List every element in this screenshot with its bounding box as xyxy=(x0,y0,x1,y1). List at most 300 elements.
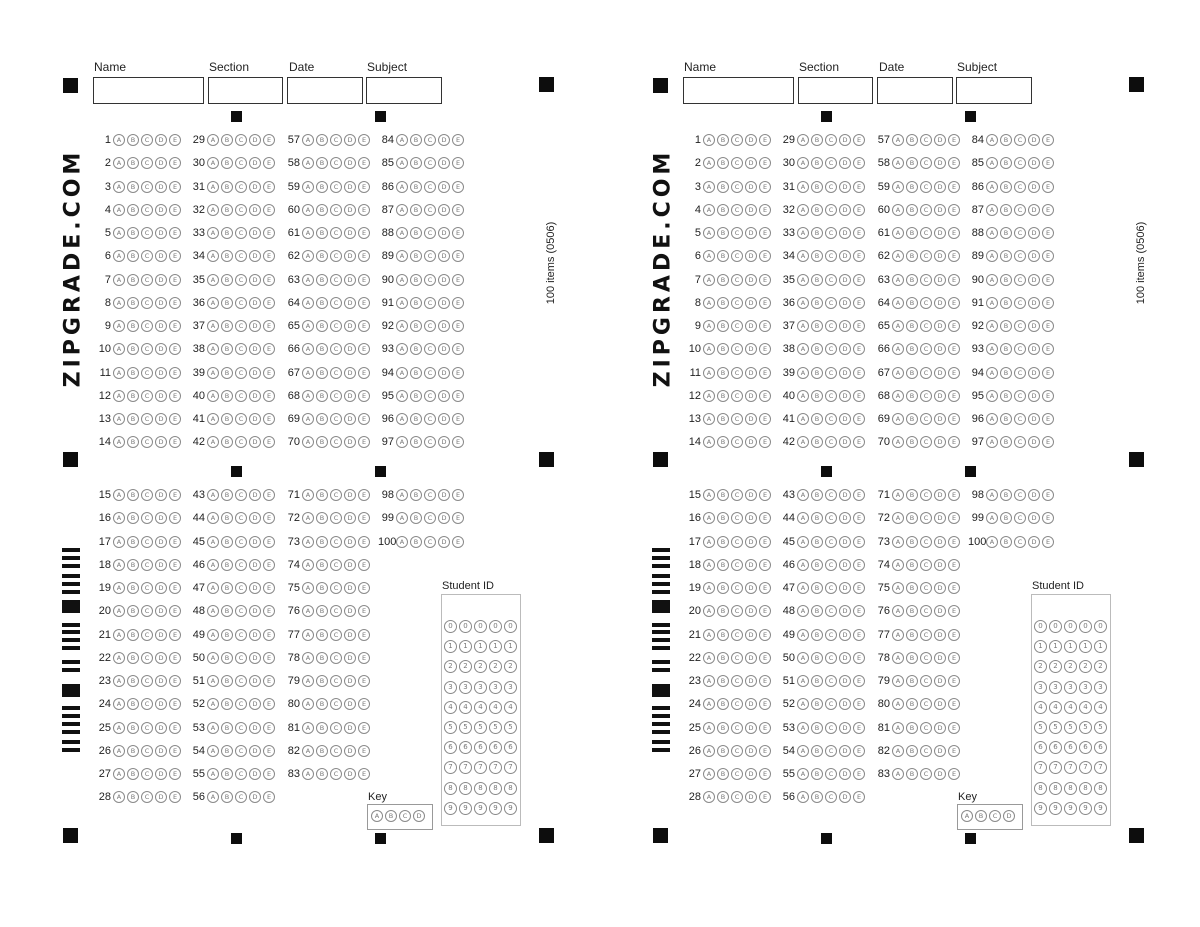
answer-bubble-c[interactable]: C xyxy=(330,582,342,594)
answer-bubble-d[interactable]: D xyxy=(745,745,757,757)
answer-bubble-e[interactable]: E xyxy=(1042,320,1054,332)
answer-bubble-d[interactable]: D xyxy=(344,343,356,355)
answer-bubble-d[interactable]: D xyxy=(839,745,851,757)
answer-bubble-a[interactable]: A xyxy=(797,605,809,617)
answer-bubble-e[interactable]: E xyxy=(759,390,771,402)
answer-bubble-b[interactable]: B xyxy=(127,791,139,803)
answer-bubble-b[interactable]: B xyxy=(316,722,328,734)
answer-bubble-e[interactable]: E xyxy=(263,250,275,262)
answer-bubble-c[interactable]: C xyxy=(1014,436,1026,448)
student-id-bubble-3[interactable]: 3 xyxy=(489,681,502,694)
answer-bubble-d[interactable]: D xyxy=(155,675,167,687)
answer-bubble-a[interactable]: A xyxy=(207,157,219,169)
answer-bubble-c[interactable]: C xyxy=(235,489,247,501)
answer-bubble-e[interactable]: E xyxy=(853,745,865,757)
student-id-bubble-0[interactable]: 0 xyxy=(444,620,457,633)
answer-bubble-a[interactable]: A xyxy=(703,367,715,379)
student-id-bubble-6[interactable]: 6 xyxy=(1064,741,1077,754)
answer-bubble-c[interactable]: C xyxy=(330,227,342,239)
answer-bubble-b[interactable]: B xyxy=(316,745,328,757)
answer-bubble-b[interactable]: B xyxy=(811,227,823,239)
answer-bubble-a[interactable]: A xyxy=(892,629,904,641)
answer-bubble-b[interactable]: B xyxy=(906,436,918,448)
answer-bubble-b[interactable]: B xyxy=(127,227,139,239)
answer-bubble-b[interactable]: B xyxy=(127,274,139,286)
answer-bubble-e[interactable]: E xyxy=(759,675,771,687)
answer-bubble-a[interactable]: A xyxy=(302,157,314,169)
answer-bubble-c[interactable]: C xyxy=(141,181,153,193)
answer-bubble-a[interactable]: A xyxy=(207,274,219,286)
answer-bubble-b[interactable]: B xyxy=(127,390,139,402)
answer-bubble-c[interactable]: C xyxy=(330,629,342,641)
name-field[interactable] xyxy=(93,77,204,104)
answer-bubble-a[interactable]: A xyxy=(207,390,219,402)
answer-bubble-b[interactable]: B xyxy=(221,675,233,687)
answer-bubble-b[interactable]: B xyxy=(316,436,328,448)
answer-bubble-b[interactable]: B xyxy=(316,698,328,710)
answer-bubble-b[interactable]: B xyxy=(410,227,422,239)
answer-bubble-d[interactable]: D xyxy=(1028,181,1040,193)
answer-bubble-e[interactable]: E xyxy=(169,745,181,757)
answer-bubble-d[interactable]: D xyxy=(249,320,261,332)
answer-bubble-c[interactable]: C xyxy=(731,698,743,710)
answer-bubble-e[interactable]: E xyxy=(169,413,181,425)
answer-bubble-b[interactable]: B xyxy=(811,274,823,286)
answer-bubble-e[interactable]: E xyxy=(169,536,181,548)
answer-bubble-d[interactable]: D xyxy=(249,390,261,402)
answer-bubble-d[interactable]: D xyxy=(1028,536,1040,548)
answer-bubble-d[interactable]: D xyxy=(839,390,851,402)
answer-bubble-c[interactable]: C xyxy=(141,629,153,641)
student-id-bubble-5[interactable]: 5 xyxy=(504,721,517,734)
answer-bubble-b[interactable]: B xyxy=(316,768,328,780)
answer-bubble-b[interactable]: B xyxy=(221,413,233,425)
answer-bubble-d[interactable]: D xyxy=(344,297,356,309)
answer-bubble-c[interactable]: C xyxy=(920,274,932,286)
answer-bubble-b[interactable]: B xyxy=(316,227,328,239)
answer-bubble-a[interactable]: A xyxy=(703,181,715,193)
answer-bubble-d[interactable]: D xyxy=(344,675,356,687)
answer-bubble-d[interactable]: D xyxy=(934,181,946,193)
answer-bubble-b[interactable]: B xyxy=(221,512,233,524)
answer-bubble-b[interactable]: B xyxy=(717,367,729,379)
answer-bubble-a[interactable]: A xyxy=(207,536,219,548)
answer-bubble-b[interactable]: B xyxy=(1000,390,1012,402)
answer-bubble-c[interactable]: C xyxy=(825,698,837,710)
answer-bubble-b[interactable]: B xyxy=(410,157,422,169)
answer-bubble-a[interactable]: A xyxy=(207,559,219,571)
answer-bubble-a[interactable]: A xyxy=(207,745,219,757)
answer-bubble-c[interactable]: C xyxy=(920,582,932,594)
answer-bubble-a[interactable]: A xyxy=(703,157,715,169)
answer-bubble-e[interactable]: E xyxy=(853,629,865,641)
answer-bubble-a[interactable]: A xyxy=(302,343,314,355)
answer-bubble-c[interactable]: C xyxy=(920,559,932,571)
answer-bubble-c[interactable]: C xyxy=(731,274,743,286)
student-id-bubble-9[interactable]: 9 xyxy=(1079,802,1092,815)
answer-bubble-b[interactable]: B xyxy=(127,768,139,780)
answer-bubble-e[interactable]: E xyxy=(169,698,181,710)
answer-bubble-c[interactable]: C xyxy=(141,250,153,262)
answer-bubble-d[interactable]: D xyxy=(249,227,261,239)
answer-bubble-e[interactable]: E xyxy=(948,157,960,169)
answer-bubble-c[interactable]: C xyxy=(235,536,247,548)
answer-bubble-c[interactable]: C xyxy=(825,768,837,780)
answer-bubble-b[interactable]: B xyxy=(221,390,233,402)
answer-bubble-a[interactable]: A xyxy=(396,297,408,309)
answer-bubble-d[interactable]: D xyxy=(934,250,946,262)
answer-bubble-d[interactable]: D xyxy=(745,489,757,501)
answer-bubble-e[interactable]: E xyxy=(1042,536,1054,548)
answer-bubble-b[interactable]: B xyxy=(127,489,139,501)
answer-bubble-a[interactable]: A xyxy=(797,343,809,355)
answer-bubble-c[interactable]: C xyxy=(330,181,342,193)
answer-bubble-c[interactable]: C xyxy=(235,745,247,757)
answer-bubble-a[interactable]: A xyxy=(703,768,715,780)
student-id-bubble-8[interactable]: 8 xyxy=(504,782,517,795)
answer-bubble-a[interactable]: A xyxy=(797,745,809,757)
answer-bubble-a[interactable]: A xyxy=(207,297,219,309)
answer-bubble-d[interactable]: D xyxy=(934,675,946,687)
answer-bubble-c[interactable]: C xyxy=(825,791,837,803)
answer-bubble-d[interactable]: D xyxy=(1028,343,1040,355)
answer-bubble-a[interactable]: A xyxy=(892,367,904,379)
key-bubble-b[interactable]: B xyxy=(385,810,397,822)
answer-bubble-c[interactable]: C xyxy=(141,274,153,286)
answer-bubble-e[interactable]: E xyxy=(1042,436,1054,448)
student-id-bubble-3[interactable]: 3 xyxy=(1094,681,1107,694)
answer-bubble-b[interactable]: B xyxy=(717,227,729,239)
answer-bubble-c[interactable]: C xyxy=(731,745,743,757)
student-id-bubble-1[interactable]: 1 xyxy=(504,640,517,653)
answer-bubble-d[interactable]: D xyxy=(249,297,261,309)
answer-bubble-e[interactable]: E xyxy=(452,134,464,146)
student-id-bubble-9[interactable]: 9 xyxy=(1049,802,1062,815)
answer-bubble-a[interactable]: A xyxy=(892,582,904,594)
answer-bubble-d[interactable]: D xyxy=(934,652,946,664)
answer-bubble-c[interactable]: C xyxy=(235,768,247,780)
answer-bubble-c[interactable]: C xyxy=(825,320,837,332)
answer-bubble-e[interactable]: E xyxy=(948,582,960,594)
answer-bubble-d[interactable]: D xyxy=(155,629,167,641)
answer-bubble-c[interactable]: C xyxy=(330,157,342,169)
answer-bubble-a[interactable]: A xyxy=(302,297,314,309)
student-id-bubble-0[interactable]: 0 xyxy=(474,620,487,633)
answer-bubble-b[interactable]: B xyxy=(221,698,233,710)
answer-bubble-e[interactable]: E xyxy=(169,204,181,216)
answer-bubble-c[interactable]: C xyxy=(235,605,247,617)
answer-bubble-d[interactable]: D xyxy=(934,745,946,757)
answer-bubble-c[interactable]: C xyxy=(731,157,743,169)
answer-bubble-a[interactable]: A xyxy=(797,675,809,687)
answer-bubble-d[interactable]: D xyxy=(344,204,356,216)
answer-bubble-d[interactable]: D xyxy=(249,436,261,448)
answer-bubble-d[interactable]: D xyxy=(934,227,946,239)
answer-bubble-a[interactable]: A xyxy=(113,559,125,571)
answer-bubble-e[interactable]: E xyxy=(759,134,771,146)
answer-bubble-a[interactable]: A xyxy=(396,134,408,146)
answer-bubble-c[interactable]: C xyxy=(141,227,153,239)
answer-bubble-e[interactable]: E xyxy=(358,320,370,332)
student-id-bubble-8[interactable]: 8 xyxy=(1049,782,1062,795)
answer-bubble-c[interactable]: C xyxy=(235,675,247,687)
answer-bubble-c[interactable]: C xyxy=(825,745,837,757)
answer-bubble-c[interactable]: C xyxy=(141,722,153,734)
answer-bubble-e[interactable]: E xyxy=(358,204,370,216)
answer-bubble-e[interactable]: E xyxy=(358,652,370,664)
student-id-bubble-8[interactable]: 8 xyxy=(1094,782,1107,795)
answer-bubble-b[interactable]: B xyxy=(1000,436,1012,448)
answer-bubble-a[interactable]: A xyxy=(797,722,809,734)
answer-bubble-a[interactable]: A xyxy=(703,390,715,402)
answer-bubble-d[interactable]: D xyxy=(745,582,757,594)
answer-bubble-b[interactable]: B xyxy=(811,413,823,425)
answer-bubble-a[interactable]: A xyxy=(302,134,314,146)
answer-bubble-e[interactable]: E xyxy=(853,227,865,239)
answer-bubble-d[interactable]: D xyxy=(839,367,851,379)
answer-bubble-b[interactable]: B xyxy=(221,181,233,193)
answer-bubble-b[interactable]: B xyxy=(717,629,729,641)
student-id-bubble-5[interactable]: 5 xyxy=(1049,721,1062,734)
answer-bubble-a[interactable]: A xyxy=(797,320,809,332)
answer-bubble-b[interactable]: B xyxy=(127,181,139,193)
answer-bubble-a[interactable]: A xyxy=(892,274,904,286)
answer-bubble-d[interactable]: D xyxy=(839,204,851,216)
answer-bubble-a[interactable]: A xyxy=(113,134,125,146)
answer-bubble-d[interactable]: D xyxy=(934,390,946,402)
answer-bubble-e[interactable]: E xyxy=(759,512,771,524)
answer-bubble-d[interactable]: D xyxy=(249,652,261,664)
answer-bubble-c[interactable]: C xyxy=(920,436,932,448)
answer-bubble-a[interactable]: A xyxy=(396,227,408,239)
answer-bubble-e[interactable]: E xyxy=(263,698,275,710)
answer-bubble-c[interactable]: C xyxy=(731,250,743,262)
student-id-bubble-0[interactable]: 0 xyxy=(489,620,502,633)
student-id-bubble-6[interactable]: 6 xyxy=(1094,741,1107,754)
answer-bubble-d[interactable]: D xyxy=(745,250,757,262)
answer-bubble-b[interactable]: B xyxy=(316,274,328,286)
answer-bubble-c[interactable]: C xyxy=(424,274,436,286)
answer-bubble-b[interactable]: B xyxy=(127,698,139,710)
answer-bubble-c[interactable]: C xyxy=(141,390,153,402)
answer-bubble-a[interactable]: A xyxy=(396,250,408,262)
answer-bubble-d[interactable]: D xyxy=(438,320,450,332)
answer-bubble-a[interactable]: A xyxy=(302,652,314,664)
answer-bubble-a[interactable]: A xyxy=(113,722,125,734)
answer-bubble-c[interactable]: C xyxy=(330,274,342,286)
answer-bubble-b[interactable]: B xyxy=(127,745,139,757)
answer-bubble-b[interactable]: B xyxy=(316,536,328,548)
student-id-bubble-2[interactable]: 2 xyxy=(1079,660,1092,673)
answer-bubble-c[interactable]: C xyxy=(424,390,436,402)
answer-bubble-b[interactable]: B xyxy=(316,367,328,379)
answer-bubble-b[interactable]: B xyxy=(127,320,139,332)
student-id-bubble-3[interactable]: 3 xyxy=(1079,681,1092,694)
answer-bubble-e[interactable]: E xyxy=(948,675,960,687)
answer-bubble-e[interactable]: E xyxy=(853,559,865,571)
answer-bubble-b[interactable]: B xyxy=(717,698,729,710)
answer-bubble-b[interactable]: B xyxy=(127,134,139,146)
student-id-bubble-2[interactable]: 2 xyxy=(474,660,487,673)
answer-bubble-c[interactable]: C xyxy=(920,629,932,641)
answer-bubble-d[interactable]: D xyxy=(344,157,356,169)
answer-bubble-d[interactable]: D xyxy=(745,512,757,524)
answer-bubble-e[interactable]: E xyxy=(759,605,771,617)
answer-bubble-e[interactable]: E xyxy=(759,227,771,239)
answer-bubble-e[interactable]: E xyxy=(853,582,865,594)
answer-bubble-e[interactable]: E xyxy=(759,698,771,710)
answer-bubble-e[interactable]: E xyxy=(452,250,464,262)
answer-bubble-e[interactable]: E xyxy=(452,512,464,524)
answer-bubble-e[interactable]: E xyxy=(263,722,275,734)
answer-bubble-c[interactable]: C xyxy=(825,367,837,379)
answer-bubble-c[interactable]: C xyxy=(141,698,153,710)
answer-bubble-d[interactable]: D xyxy=(344,390,356,402)
answer-bubble-b[interactable]: B xyxy=(1000,227,1012,239)
answer-bubble-d[interactable]: D xyxy=(249,629,261,641)
answer-bubble-d[interactable]: D xyxy=(249,367,261,379)
answer-bubble-e[interactable]: E xyxy=(853,250,865,262)
answer-bubble-b[interactable]: B xyxy=(717,791,729,803)
answer-bubble-b[interactable]: B xyxy=(811,652,823,664)
answer-bubble-a[interactable]: A xyxy=(797,367,809,379)
answer-bubble-b[interactable]: B xyxy=(316,181,328,193)
answer-bubble-b[interactable]: B xyxy=(811,791,823,803)
answer-bubble-c[interactable]: C xyxy=(141,582,153,594)
answer-bubble-d[interactable]: D xyxy=(344,413,356,425)
answer-bubble-c[interactable]: C xyxy=(731,390,743,402)
answer-bubble-a[interactable]: A xyxy=(207,250,219,262)
answer-bubble-b[interactable]: B xyxy=(811,629,823,641)
answer-bubble-a[interactable]: A xyxy=(797,582,809,594)
answer-bubble-b[interactable]: B xyxy=(717,436,729,448)
answer-bubble-c[interactable]: C xyxy=(330,297,342,309)
answer-bubble-e[interactable]: E xyxy=(358,367,370,379)
answer-bubble-b[interactable]: B xyxy=(410,413,422,425)
answer-bubble-e[interactable]: E xyxy=(263,791,275,803)
answer-bubble-d[interactable]: D xyxy=(934,489,946,501)
answer-bubble-e[interactable]: E xyxy=(1042,134,1054,146)
answer-bubble-a[interactable]: A xyxy=(703,652,715,664)
answer-bubble-c[interactable]: C xyxy=(920,675,932,687)
answer-bubble-d[interactable]: D xyxy=(344,320,356,332)
answer-bubble-d[interactable]: D xyxy=(1028,512,1040,524)
answer-bubble-d[interactable]: D xyxy=(839,181,851,193)
answer-bubble-d[interactable]: D xyxy=(745,536,757,548)
answer-bubble-d[interactable]: D xyxy=(438,536,450,548)
answer-bubble-b[interactable]: B xyxy=(811,367,823,379)
answer-bubble-b[interactable]: B xyxy=(717,320,729,332)
answer-bubble-c[interactable]: C xyxy=(920,343,932,355)
answer-bubble-e[interactable]: E xyxy=(759,582,771,594)
student-id-bubble-3[interactable]: 3 xyxy=(1034,681,1047,694)
answer-bubble-c[interactable]: C xyxy=(424,134,436,146)
answer-bubble-b[interactable]: B xyxy=(717,134,729,146)
answer-bubble-e[interactable]: E xyxy=(263,512,275,524)
answer-bubble-c[interactable]: C xyxy=(920,320,932,332)
answer-bubble-a[interactable]: A xyxy=(892,297,904,309)
answer-bubble-b[interactable]: B xyxy=(316,582,328,594)
answer-bubble-a[interactable]: A xyxy=(703,675,715,687)
answer-bubble-b[interactable]: B xyxy=(811,297,823,309)
answer-bubble-c[interactable]: C xyxy=(1014,297,1026,309)
answer-bubble-c[interactable]: C xyxy=(330,652,342,664)
answer-bubble-c[interactable]: C xyxy=(424,413,436,425)
answer-bubble-c[interactable]: C xyxy=(825,559,837,571)
answer-bubble-d[interactable]: D xyxy=(839,343,851,355)
answer-bubble-c[interactable]: C xyxy=(235,320,247,332)
answer-bubble-d[interactable]: D xyxy=(438,512,450,524)
student-id-bubble-0[interactable]: 0 xyxy=(504,620,517,633)
answer-bubble-a[interactable]: A xyxy=(703,629,715,641)
answer-bubble-c[interactable]: C xyxy=(330,559,342,571)
answer-bubble-c[interactable]: C xyxy=(330,745,342,757)
answer-bubble-b[interactable]: B xyxy=(717,343,729,355)
answer-bubble-d[interactable]: D xyxy=(344,274,356,286)
answer-bubble-a[interactable]: A xyxy=(892,436,904,448)
answer-bubble-d[interactable]: D xyxy=(438,390,450,402)
answer-bubble-d[interactable]: D xyxy=(839,722,851,734)
answer-bubble-e[interactable]: E xyxy=(1042,297,1054,309)
answer-bubble-b[interactable]: B xyxy=(906,582,918,594)
answer-bubble-a[interactable]: A xyxy=(892,559,904,571)
answer-bubble-c[interactable]: C xyxy=(141,512,153,524)
student-id-bubble-6[interactable]: 6 xyxy=(459,741,472,754)
answer-bubble-a[interactable]: A xyxy=(986,157,998,169)
answer-bubble-a[interactable]: A xyxy=(797,274,809,286)
answer-bubble-a[interactable]: A xyxy=(892,320,904,332)
answer-bubble-e[interactable]: E xyxy=(759,250,771,262)
answer-bubble-b[interactable]: B xyxy=(1000,250,1012,262)
answer-bubble-b[interactable]: B xyxy=(127,413,139,425)
answer-bubble-e[interactable]: E xyxy=(358,297,370,309)
answer-bubble-e[interactable]: E xyxy=(853,675,865,687)
student-id-bubble-6[interactable]: 6 xyxy=(1049,741,1062,754)
answer-bubble-b[interactable]: B xyxy=(717,675,729,687)
answer-bubble-b[interactable]: B xyxy=(906,605,918,617)
answer-bubble-b[interactable]: B xyxy=(906,343,918,355)
answer-bubble-e[interactable]: E xyxy=(853,390,865,402)
answer-bubble-a[interactable]: A xyxy=(892,204,904,216)
answer-bubble-c[interactable]: C xyxy=(731,768,743,780)
answer-bubble-a[interactable]: A xyxy=(797,134,809,146)
answer-bubble-e[interactable]: E xyxy=(1042,390,1054,402)
answer-bubble-c[interactable]: C xyxy=(141,297,153,309)
answer-bubble-a[interactable]: A xyxy=(892,134,904,146)
answer-bubble-d[interactable]: D xyxy=(745,297,757,309)
answer-bubble-b[interactable]: B xyxy=(221,367,233,379)
answer-bubble-a[interactable]: A xyxy=(113,768,125,780)
answer-bubble-b[interactable]: B xyxy=(221,629,233,641)
answer-bubble-d[interactable]: D xyxy=(155,605,167,617)
answer-bubble-a[interactable]: A xyxy=(113,536,125,548)
student-id-bubble-6[interactable]: 6 xyxy=(1034,741,1047,754)
answer-bubble-e[interactable]: E xyxy=(452,227,464,239)
answer-bubble-b[interactable]: B xyxy=(410,297,422,309)
answer-bubble-a[interactable]: A xyxy=(396,204,408,216)
answer-bubble-b[interactable]: B xyxy=(127,343,139,355)
answer-bubble-e[interactable]: E xyxy=(759,559,771,571)
answer-bubble-c[interactable]: C xyxy=(235,436,247,448)
answer-bubble-c[interactable]: C xyxy=(920,698,932,710)
answer-bubble-e[interactable]: E xyxy=(263,227,275,239)
answer-bubble-b[interactable]: B xyxy=(127,582,139,594)
student-id-bubble-8[interactable]: 8 xyxy=(459,782,472,795)
answer-bubble-d[interactable]: D xyxy=(839,297,851,309)
answer-bubble-b[interactable]: B xyxy=(127,559,139,571)
answer-bubble-a[interactable]: A xyxy=(396,536,408,548)
answer-bubble-e[interactable]: E xyxy=(1042,250,1054,262)
